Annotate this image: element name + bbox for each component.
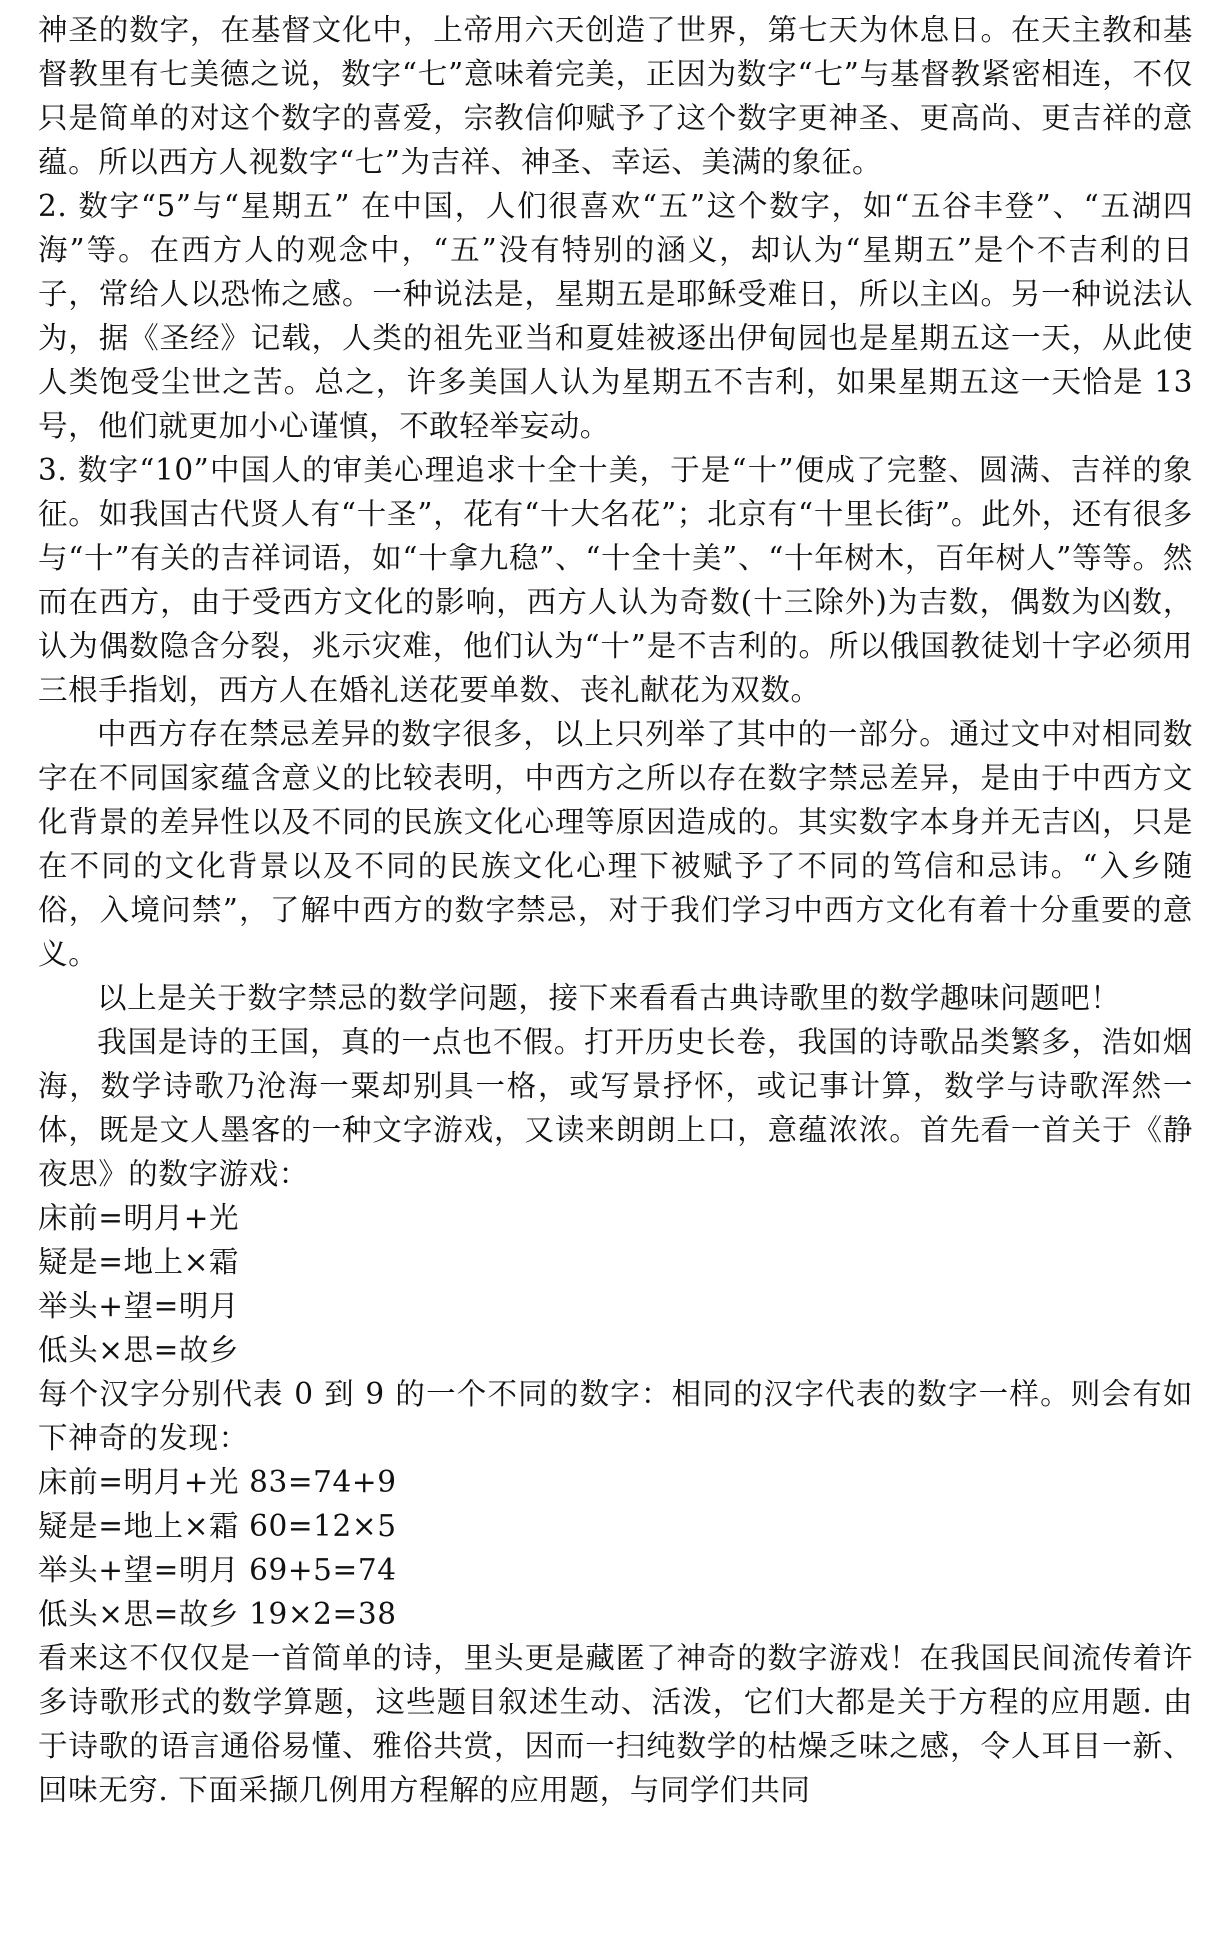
paragraph-number-ten: 3. 数字“10”中国人的审美心理追求十全十美，于是“十”便成了完整、圆满、吉祥的象征。如我国古代贤人有“十圣”，花有“十大名花”；北京有“十里长街”。此外，还有很多与“十”有关的吉祥词语，如“十拿九稳”、“十全十美”、“十年树木，百年树人”等等。然而在西方，由于受西方文化的影响，西方人认为奇数(十三除外)为吉数，偶数为凶数，认为偶数隐含分裂，兆示灾难，他们认为“十”是不吉利的。所以俄国教徒划十字必须用三根手指划，西方人在婚礼送花要单数、丧礼献花为双数。 [38, 453, 1193, 707]
paragraph-transition: 以上是关于数字禁忌的数学问题，接下来看看古典诗歌里的数学趣味问题吧！ [97, 981, 1121, 1015]
poem-equation-line: 疑是=地上×霜 [38, 1245, 240, 1279]
poem-solution-line: 举头+望=明月 69+5=74 [38, 1553, 397, 1587]
paragraph-poetry-intro: 我国是诗的王国，真的一点也不假。打开历史长卷，我国的诗歌品类繁多，浩如烟海，数学诗歌乃沧海一粟却别具一格，或写景抒怀，或记事计算，数学与诗歌浑然一体，既是文人墨客的一种文字游戏，又读来朗朗上口，意蕴浓浓。首先看一首关于《静夜思》的数字游戏： [38, 1025, 1193, 1191]
paragraph-poetry-math-problems: 看来这不仅仅是一首简单的诗，里头更是藏匿了神奇的数字游戏！在我国民间流传着许多诗歌形式的数学算题，这些题目叙述生动、活泼，它们大都是关于方程的应用题. 由于诗歌的语言通俗易懂、雅俗共赏，因而一扫纯数学的枯燥乏味之感，令人耳目一新、回味无穷. 下面采撷几例用方程解的应用题，与同学们共同 [38, 1641, 1193, 1807]
paragraph-number-five-friday: 2. 数字“5”与“星期五” 在中国，人们很喜欢“五”这个数字，如“五谷丰登”、“五湖四海”等。在西方人的观念中，“五”没有特别的涵义，却认为“星期五”是个不吉利的日子，常给人以恐怖之感。一种说法是，星期五是耶稣受难日，所以主凶。另一种说法认为，据《圣经》记载，人类的祖先亚当和夏娃被逐出伊甸园也是星期五这一天，从此使人类饱受尘世之苦。总之，许多美国人认为星期五不吉利，如果星期五这一天恰是 13 号，他们就更加小心谨慎，不敢轻举妄动。 [38, 189, 1193, 443]
poem-equation-line: 低头×思=故乡 [38, 1333, 240, 1367]
poem-solution-line: 床前=明月+光 83=74+9 [38, 1465, 397, 1499]
poem-solution-line: 疑是=地上×霜 60=12×5 [38, 1509, 397, 1543]
paragraph-seven-christian: 神圣的数字，在基督文化中，上帝用六天创造了世界，第七天为休息日。在天主教和基督教里有七美德之说，数字“七”意味着完美，正因为数字“七”与基督教紧密相连，不仅只是简单的对这个数字的喜爱，宗教信仰赋予了这个数字更神圣、更高尚、更吉祥的意蕴。所以西方人视数字“七”为吉祥、神圣、幸运、美满的象征。 [38, 13, 1193, 179]
poem-equation-line: 举头+望=明月 [38, 1289, 240, 1323]
paragraph-taboo-summary: 中西方存在禁忌差异的数字很多，以上只列举了其中的一部分。通过文中对相同数字在不同国家蕴含意义的比较表明，中西方之所以存在数字禁忌差异，是由于中西方文化背景的差异性以及不同的民族文化心理等原因造成的。其实数字本身并无吉凶，只是在不同的文化背景以及不同的民族文化心理下被赋予了不同的笃信和忌讳。“入乡随俗，入境问禁”，了解中西方的数字禁忌，对于我们学习中西方文化有着十分重要的意义。 [38, 717, 1193, 971]
poem-solution-line: 低头×思=故乡 19×2=38 [38, 1597, 397, 1631]
paragraph-digit-rule: 每个汉字分别代表 0 到 9 的一个不同的数字：相同的汉字代表的数字一样。则会有如下神奇的发现： [38, 1377, 1193, 1455]
poem-equation-line: 床前=明月+光 [38, 1201, 240, 1235]
